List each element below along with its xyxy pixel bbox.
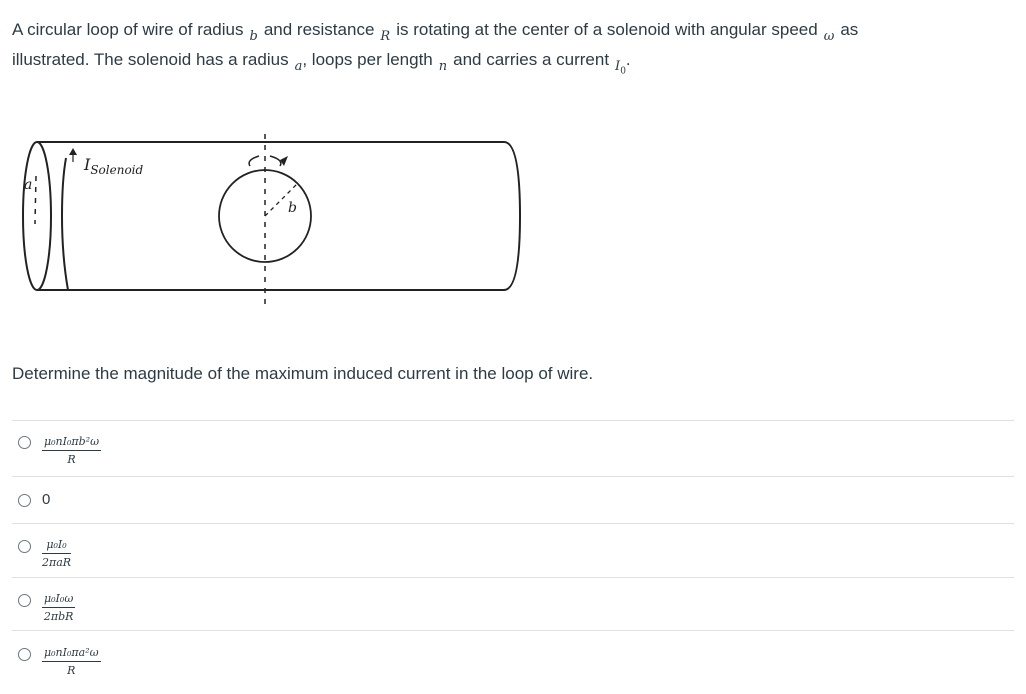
question-text-segment: is rotating at the center of a solenoid with angular speed [396,20,818,39]
variable-omega: ω [823,29,835,44]
answer-formula [42,646,101,677]
solenoid-diagram [18,132,530,304]
radius-a-line [35,176,36,224]
answer-option-4[interactable] [12,577,1014,630]
label-a: a [24,177,33,193]
formula-denominator: 2πbR [43,610,74,623]
answer-option-5[interactable] [12,630,1014,694]
radio-button[interactable] [18,648,31,661]
answer-formula [42,435,101,466]
radio-button[interactable] [18,594,31,607]
question-text-segment: . [625,50,631,69]
variable-b: b [249,29,258,44]
question-text-segment: and resistance [263,20,375,39]
variable-a: a [294,59,303,74]
formula-numerator: μ₀I₀ [42,538,71,554]
radio-button[interactable] [18,540,31,553]
solenoid-figure [18,132,530,304]
answer-text: 0 [42,491,51,508]
answer-option-3[interactable] [12,523,1014,577]
formula-numerator: μ₀nI₀πa²ω [42,646,101,662]
label-b: b [288,200,297,216]
formula-denominator: R [67,453,76,466]
question-text-segment: illustrated. The solenoid has a radius [12,50,289,69]
question-text-segment: A circular loop of wire of radius [12,20,244,39]
formula-denominator: R [67,664,76,677]
answer-formula [42,538,71,569]
variable-R: R [380,29,391,44]
answer-formula [42,592,75,623]
variable-I0 [615,59,626,77]
label-I-subscript: Solenoid [90,163,144,177]
question-text-segment: , loops per length [302,50,433,69]
label-I-solenoid [83,155,144,177]
question-text [12,16,1012,81]
variable-I0-subscript: 0 [620,66,626,77]
question-text-segment: as [840,20,859,39]
answer-option-2[interactable] [12,476,1014,523]
question-text-segment: and carries a current [453,50,610,69]
formula-denominator: 2πaR [42,556,72,569]
answer-option-1[interactable] [12,420,1014,476]
variable-I0-symbol: I [615,59,621,74]
label-I-symbol: I [84,155,91,174]
formula-numerator: μ₀nI₀πb²ω [42,435,101,451]
variable-n: n [438,59,448,74]
formula-numerator: μ₀I₀ω [42,592,75,608]
solenoid-left-end [23,142,51,290]
radio-button[interactable] [18,436,31,449]
radio-button[interactable] [18,494,31,507]
current-arrow-head [69,148,77,155]
question-prompt: Determine the magnitude of the maximum induced current in the loop of wire. [12,364,594,383]
solenoid-inner-edge [62,158,68,290]
